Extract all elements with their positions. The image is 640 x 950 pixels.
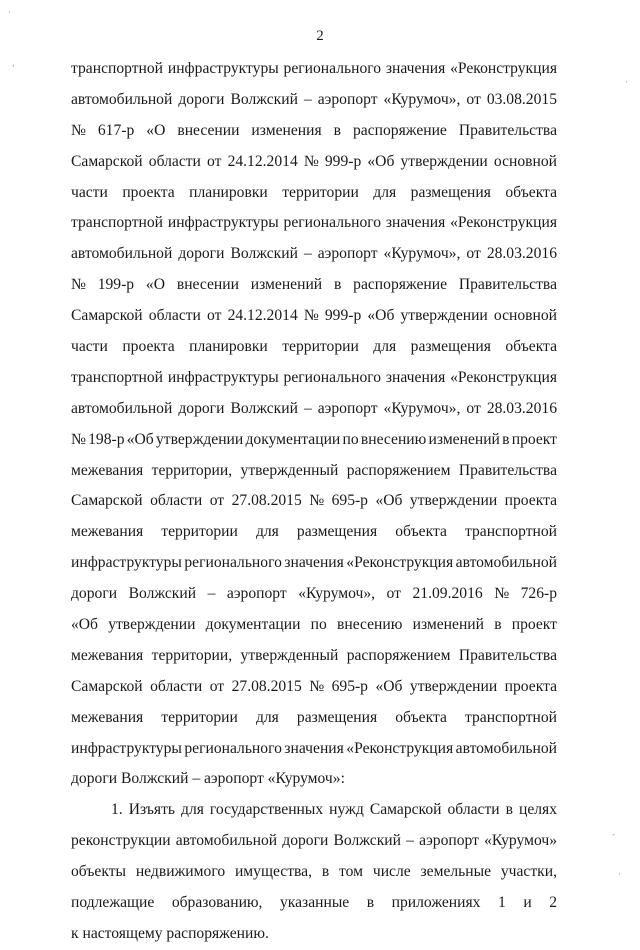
scan-mark: · (625, 78, 628, 88)
text-line: части проекта планировки территории для размещения объекта (71, 338, 557, 356)
text-line: инфраструктуры регионального значения «Реконструкция автомобильной (71, 739, 557, 757)
text-line: Самарской области от 27.08.2015 № 695-р «Об утверждении проекта (71, 492, 557, 510)
document-body (71, 54, 557, 950)
text-line: части проекта планировки территории для размещения объекта (71, 183, 557, 201)
text-line: № 617-р «О внесении изменения в распоряжение Правительства (71, 121, 557, 139)
text-line: автомобильной дороги Волжский – аэропорт «Курумоч», от 03.08.2015 (71, 90, 557, 108)
text-line: Самарской области от 27.08.2015 № 695-р «Об утверждении проекта (71, 677, 557, 695)
scan-mark: ' (12, 64, 15, 74)
text-line: межевания территории, утвержденный распоряжением Правительства (71, 461, 557, 479)
text-line: «Об утверждении документации по внесению изменений в проект (71, 616, 557, 634)
text-line: автомобильной дороги Волжский – аэропорт «Курумоч», от 28.03.2016 (71, 245, 557, 263)
text-line: межевания территории для размещения объекта транспортной (71, 708, 557, 726)
text-line: межевания территории, утвержденный распоряжением Правительства (71, 646, 557, 664)
text-line: дороги Волжский – аэропорт «Курумоч», от 21.09.2016 № 726-р (71, 585, 557, 603)
text-line: инфраструктуры регионального значения «Реконструкция автомобильной (71, 554, 557, 572)
text-line: к настоящему распоряжению. (71, 924, 269, 942)
scan-mark: - (612, 830, 616, 840)
text-line: № 198-р «Об утверждении документации по внесению изменений в проект (71, 430, 557, 448)
text-line: Самарской области от 24.12.2014 № 999-р «Об утверждении основной (71, 152, 557, 170)
text-line: дороги Волжский – аэропорт «Курумоч»: (71, 770, 345, 788)
text-line: объекты недвижимого имущества, в том числе земельные участки, (71, 863, 557, 881)
text-line: транспортной инфраструктуры регионального значения «Реконструкция (71, 368, 557, 386)
text-line: подлежащие образованию, указанные в приложениях 1 и 2 (71, 894, 557, 912)
text-line: транспортной инфраструктуры регионального значения «Реконструкция (71, 60, 557, 77)
text-line: № 199-р «О внесении изменений в распоряжение Правительства (71, 276, 557, 294)
text-line: 1. Изъять для государственных нужд Самарской области в целях (111, 801, 557, 819)
text-line: автомобильной дороги Волжский – аэропорт «Курумоч», от 28.03.2016 (71, 399, 557, 417)
scan-mark: · (8, 8, 11, 18)
text-line: Самарской области от 24.12.2014 № 999-р «Об утверждении основной (71, 307, 557, 325)
text-line: транспортной инфраструктуры регионального значения «Реконструкция (71, 214, 557, 232)
scan-mark: · (618, 870, 621, 880)
text-line: межевания территории для размещения объекта транспортной (71, 523, 557, 541)
page-number: 2 (316, 28, 324, 44)
text-line: реконструкции автомобильной дороги Волжский – аэропорт «Курумоч» (71, 832, 557, 850)
